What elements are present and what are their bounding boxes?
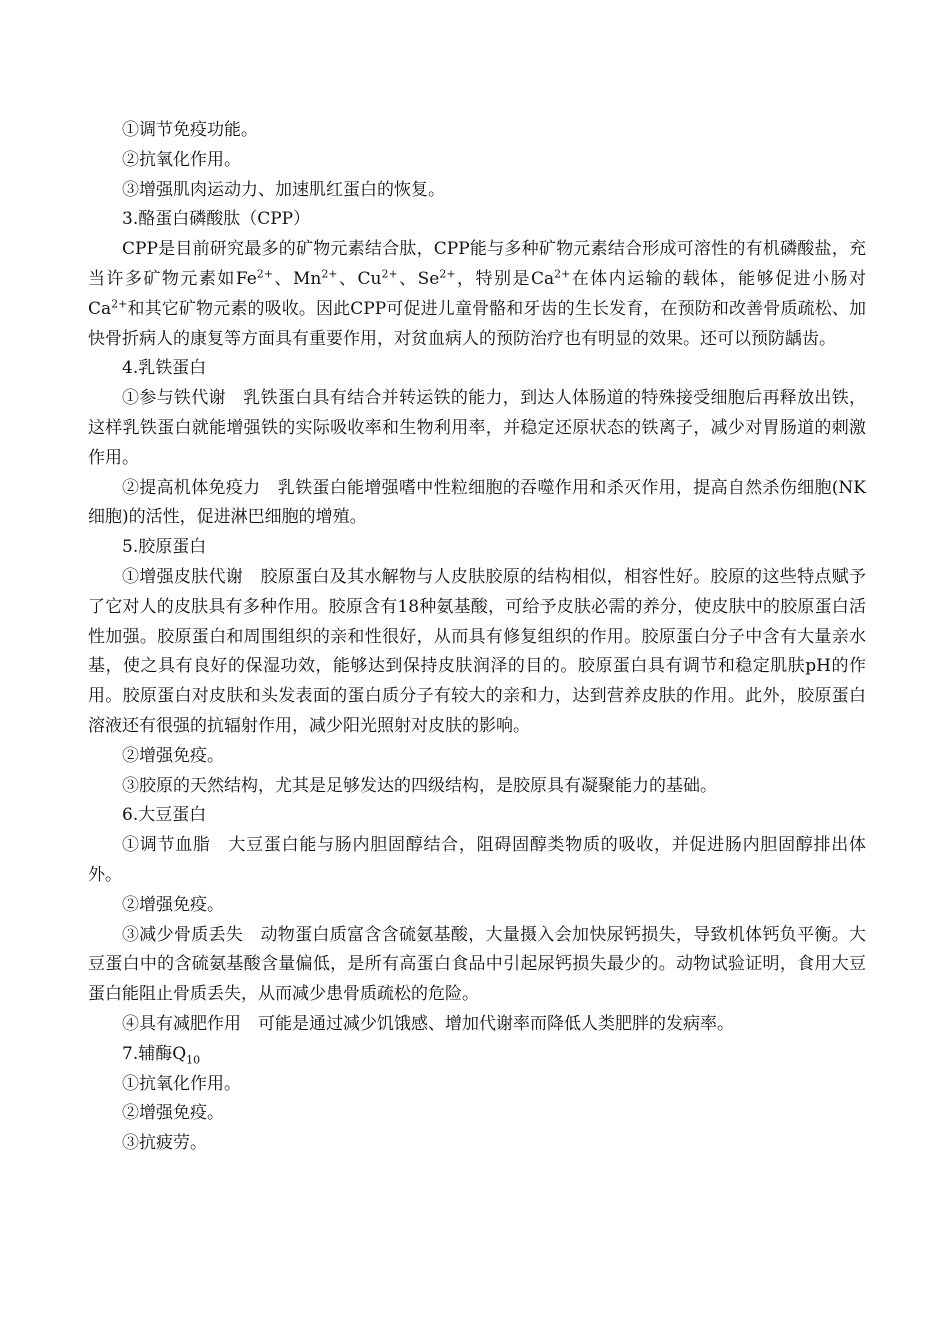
text-segment: CPP是目前研究最多的矿物元素结合肽，CPP能与多种矿物元素结合形成可溶性的有机磷酸盐，充当许多矿物元素如Fe bbox=[88, 239, 866, 289]
list-item: ③胶原的天然结构，尤其是足够发达的四级结构，是胶原具有凝聚能力的基础。 bbox=[122, 775, 717, 796]
list-item: ②增强免疫。 bbox=[122, 1103, 224, 1124]
list-item: ③减少骨质丢失 动物蛋白质富含含硫氨基酸，大量摄入会加快尿钙损失，导致机体钙负平衡。大豆蛋白中的含硫氨基酸含量偏低，是所有高蛋白食品中引起尿钙损失最少的。动物试验证明，食用大豆蛋白能阻止骨质丢失，从而减少患骨质疏松的危险。 bbox=[88, 924, 866, 1005]
text-segment: 2+ bbox=[554, 267, 571, 281]
list-item: ②抗氧化作用。 bbox=[122, 149, 241, 170]
text-segment: 10 bbox=[186, 1053, 201, 1067]
body-paragraph bbox=[88, 235, 866, 354]
text-segment: 2+ bbox=[381, 267, 398, 281]
section-heading: 3.酪蛋白磷酸肽（CPP） bbox=[122, 209, 311, 230]
text-segment: 2+ bbox=[111, 297, 128, 311]
list-item: ②增强免疫。 bbox=[122, 894, 224, 915]
list-item: ③增强肌肉运动力、加速肌红蛋白的恢复。 bbox=[122, 179, 445, 200]
section-heading bbox=[88, 1040, 866, 1070]
text-segment: 、Mn bbox=[272, 268, 322, 289]
text-segment: 在体内运输的载体，能够促进小肠对Ca bbox=[88, 268, 866, 319]
text-segment: 、Se bbox=[397, 268, 440, 289]
text-segment: 、Cu bbox=[337, 268, 382, 289]
list-item: ①调节免疫功能。 bbox=[122, 120, 258, 140]
list-item: ②增强免疫。 bbox=[122, 745, 224, 766]
text-segment: 2+ bbox=[321, 267, 338, 281]
text-segment: 2+ bbox=[256, 267, 273, 281]
list-item: ①参与铁代谢 乳铁蛋白具有结合并转运铁的能力，到达人体肠道的特殊接受细胞后再释放出铁，这样乳铁蛋白就能增强铁的实际吸收率和生物利用率，并稳定还原状态的铁离子，减少对胃肠道的刺激作用。 bbox=[88, 388, 866, 468]
text-segment: 7.辅酶Q bbox=[122, 1043, 187, 1064]
list-item: ③抗疲劳。 bbox=[122, 1133, 207, 1154]
list-item: ①增强皮肤代谢 胶原蛋白及其水解物与人皮肤胶原的结构相似，相容性好。胶原的这些特点赋予了它对人的皮肤具有多种作用。胶原含有18种氨基酸，可给予皮肤必需的养分，使皮肤中的胶原蛋白活性加强。胶原蛋白和周围组织的亲和性很好，从而具有修复组织的作用。胶原蛋白分子中含有大量亲水基，使之具有良好的保湿功效，能够达到保持皮肤润泽的目的。胶原蛋白具有调节和稳定肌肤pH的作用。胶原蛋白对皮肤和头发表面的蛋白质分子有较大的亲和力，达到营养皮肤的作用。此外，胶原蛋白溶液还有很强的抗辐射作用，减少阳光照射对皮肤的影响。 bbox=[88, 566, 866, 736]
list-item: ④具有减肥作用 可能是通过减少饥饿感、增加代谢率而降低人类肥胖的发病率。 bbox=[122, 1013, 734, 1034]
list-item: ①调节血脂 大豆蛋白能与肠内胆固醇结合，阻碍固醇类物质的吸收，并促进肠内胆固醇排出体外。 bbox=[88, 835, 866, 885]
list-item: ①抗氧化作用。 bbox=[122, 1073, 241, 1094]
section-heading: 4.乳铁蛋白 bbox=[122, 358, 207, 379]
text-segment: ，特别是Ca bbox=[455, 268, 555, 289]
text-segment: 2+ bbox=[439, 267, 456, 281]
list-item: ②提高机体免疫力 乳铁蛋白能增强嗜中性粒细胞的吞噬作用和杀灭作用，提高自然杀伤细胞(NK细胞)的活性，促进淋巴细胞的增殖。 bbox=[88, 477, 866, 528]
document-page bbox=[88, 116, 866, 1159]
section-heading: 5.胶原蛋白 bbox=[122, 537, 207, 558]
text-segment: 和其它矿物元素的吸收。因此CPP可促进儿童骨骼和牙齿的生长发育，在预防和改善骨质疏松、加快骨折病人的康复等方面具有重要作用，对贫血病人的预防治疗也有明显的效果。还可以预防龋齿。 bbox=[88, 298, 866, 349]
section-heading: 6.大豆蛋白 bbox=[122, 805, 207, 826]
